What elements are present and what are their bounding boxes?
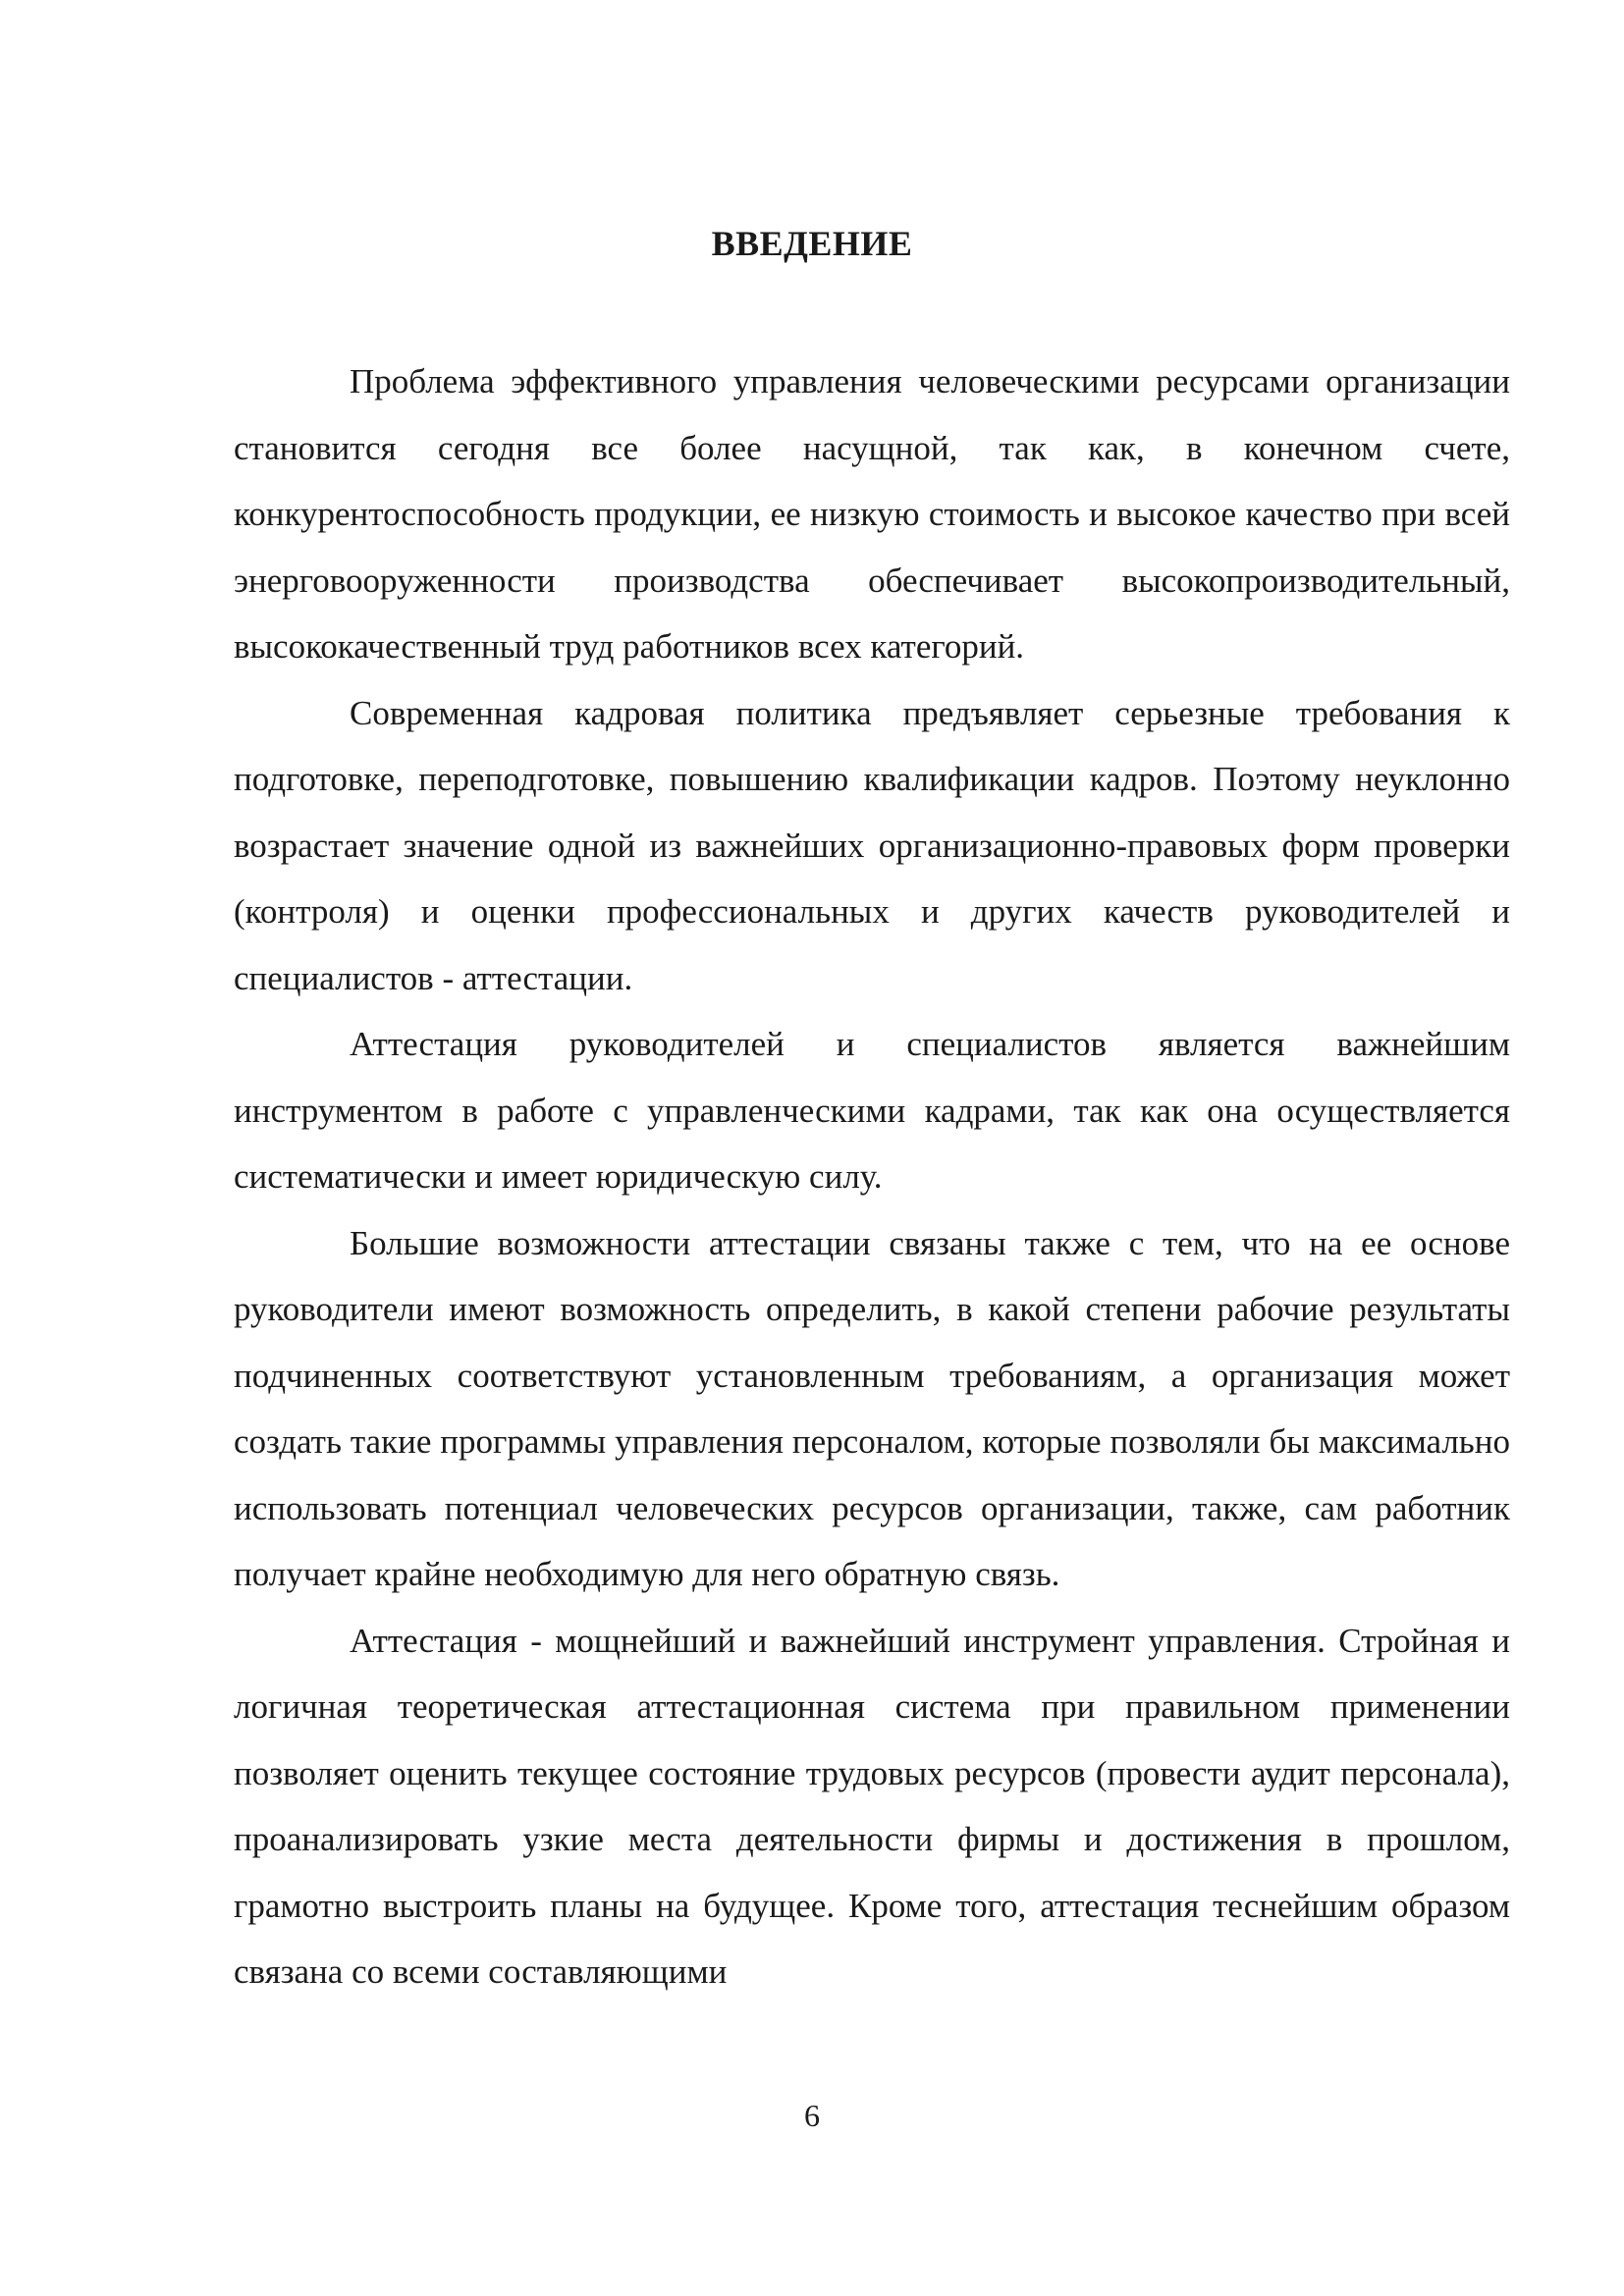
section-heading: ВВЕДЕНИЕ: [711, 224, 913, 263]
page-number: 6: [804, 2098, 820, 2133]
paragraph-4: Большие возможности аттестации связаны также с тем, что на ее основе руководители имеют возможность определить, в какой степени рабочие результаты подчиненных соответствуют установленным требованиям, а организация может создать такие программы управления персоналом, которые позволяли бы максимально использовать потенциал человеческих ресурсов организации, также, сам работник получает крайне необходимую для него обратную связь.: [234, 1223, 1510, 1593]
body-text: [234, 348, 1510, 2005]
paragraph-3: Аттестация руководителей и специалистов является важнейшим инструментом в работе с управленческими кадрами, так как она осуществляется систематически и имеет юридическую силу.: [234, 1025, 1510, 1196]
paragraph-2: Современная кадровая политика предъявляет серьезные требования к подготовке, переподготовке, повышению квалификации кадров. Поэтому неуклонно возрастает значение одной из важнейших организационно-правовых форм проверки (контроля) и оценки профессиональных и других качеств руководителей и специалистов - аттестации.: [234, 693, 1510, 997]
paragraph-5: Аттестация - мощнейший и важнейший инструмент управления. Стройная и логичная теоретическая аттестационная система при правильном применении позволяет оценить текущее состояние трудовых ресурсов (провести аудит персонала), проанализировать узкие места деятельности фирмы и достижения в прошлом, грамотно выстроить планы на будущее. Кроме того, аттестация теснейшим образом связана со всеми составляющими: [234, 1621, 1510, 1991]
paragraph-1: Проблема эффективного управления человеческими ресурсами организации становится сегодня все более насущной, так как, в конечном счете, конкурентоспособность продукции, ее низкую стоимость и высокое качество при всей энерговооруженности производства обеспечивает высокопроизводительный, высококачественный труд работников всех категорий.: [234, 362, 1510, 666]
